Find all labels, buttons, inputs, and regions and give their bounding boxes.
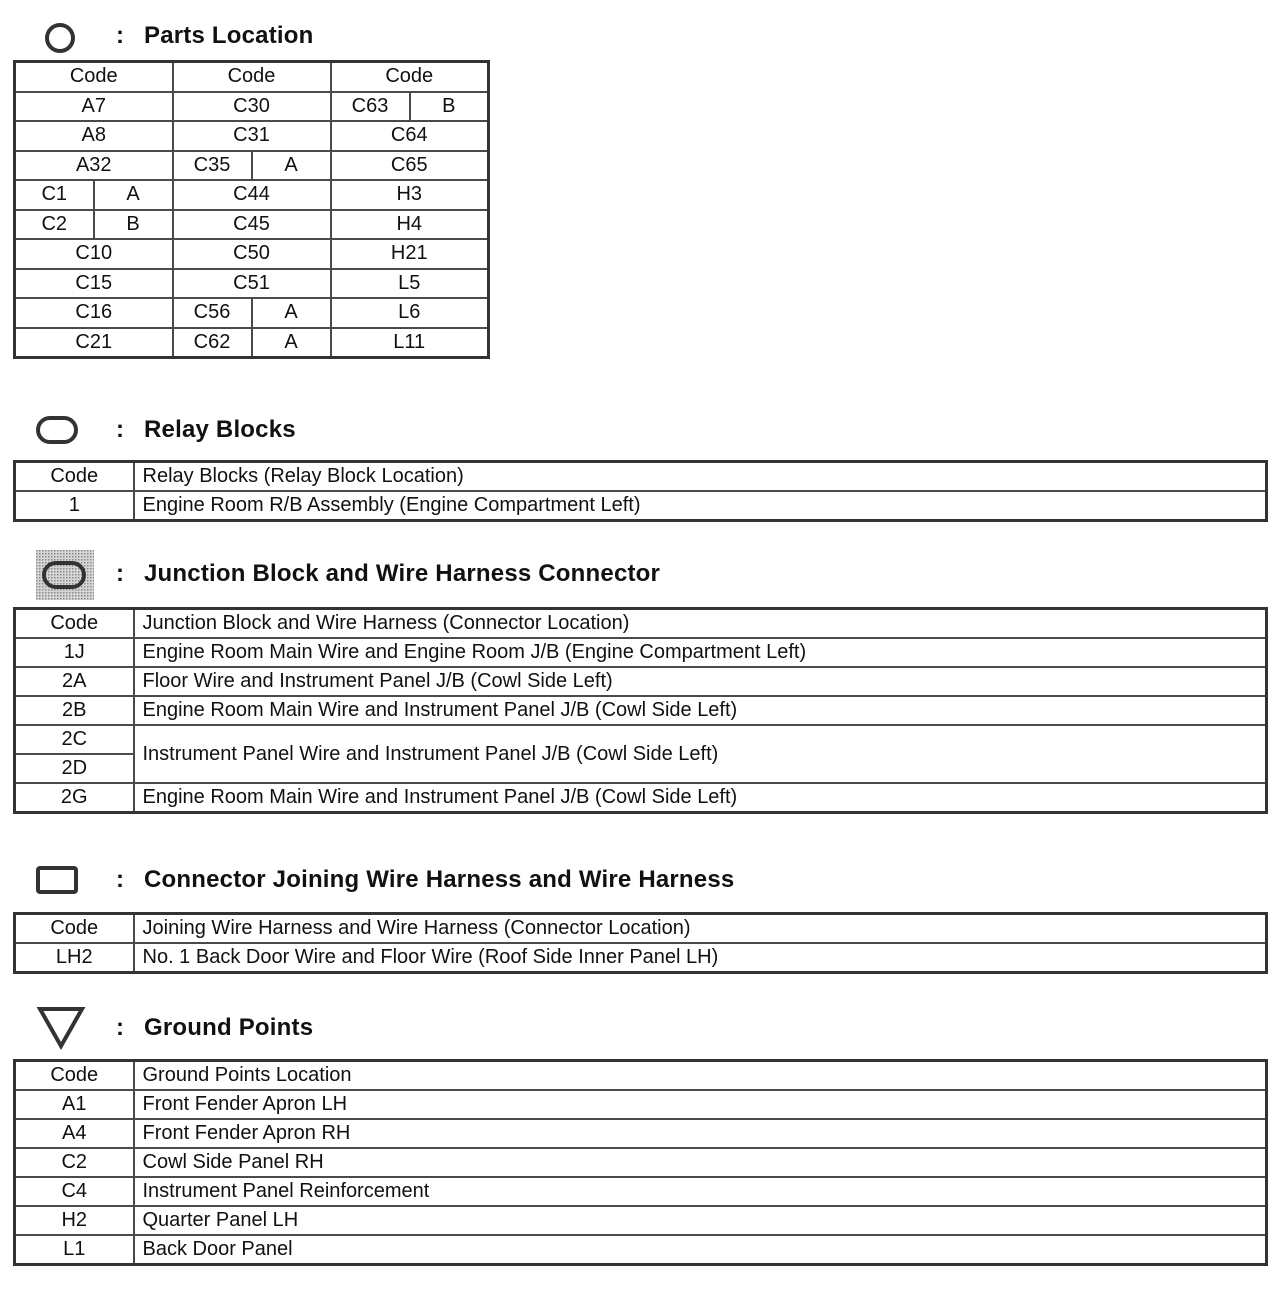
row-code: 2D xyxy=(15,754,134,783)
part-code: C16 xyxy=(15,298,173,328)
row-code: C4 xyxy=(15,1177,134,1206)
table-row xyxy=(15,328,489,358)
part-code: A8 xyxy=(15,121,173,151)
part-sub-code: A xyxy=(94,180,173,210)
row-code: 2B xyxy=(15,696,134,725)
part-code: C31 xyxy=(173,121,331,151)
row-code: L1 xyxy=(15,1235,134,1265)
row-description: Floor Wire and Instrument Panel J/B (Cowl Side Left) xyxy=(134,667,1267,696)
header-description: Relay Blocks (Relay Block Location) xyxy=(134,462,1267,492)
row-description: Instrument Panel Reinforcement xyxy=(134,1177,1267,1206)
row-description: Front Fender Apron LH xyxy=(134,1090,1267,1119)
table-row xyxy=(15,92,489,122)
part-sub-code: B xyxy=(94,210,173,240)
rectangle-icon xyxy=(35,864,81,901)
part-code: H3 xyxy=(331,180,489,210)
header-description: Ground Points Location xyxy=(134,1061,1267,1091)
header-code: Code xyxy=(15,609,134,639)
part-sub-code: A xyxy=(252,328,331,358)
part-sub-code: B xyxy=(410,92,489,122)
part-code: C30 xyxy=(173,92,331,122)
part-code: C62 xyxy=(173,328,252,358)
part-code: C56 xyxy=(173,298,252,328)
row-description: Engine Room R/B Assembly (Engine Compartment Left) xyxy=(134,491,1267,521)
table-row xyxy=(15,783,1267,813)
heading-colon: : xyxy=(116,866,124,893)
part-code: H4 xyxy=(331,210,489,240)
section-title: Parts Location xyxy=(144,22,314,49)
part-code: C63 xyxy=(331,92,410,122)
table-row xyxy=(15,696,1267,725)
part-code: A7 xyxy=(15,92,173,122)
row-description: Engine Room Main Wire and Instrument Panel J/B (Cowl Side Left) xyxy=(134,783,1267,813)
table-row xyxy=(15,239,489,269)
header-code: Code xyxy=(331,62,489,92)
ground-points-heading xyxy=(0,1004,1280,1054)
triangle-down-icon xyxy=(36,1004,86,1055)
part-code: C10 xyxy=(15,239,173,269)
part-code: C15 xyxy=(15,269,173,299)
part-code: C35 xyxy=(173,151,252,181)
heading-colon: : xyxy=(116,22,124,49)
table-header-row xyxy=(15,62,489,92)
header-code: Code xyxy=(15,1061,134,1091)
row-code: 1 xyxy=(15,491,134,521)
part-code: C45 xyxy=(173,210,331,240)
table-row xyxy=(15,210,489,240)
header-description: Joining Wire Harness and Wire Harness (Connector Location) xyxy=(134,914,1267,944)
heading-colon: : xyxy=(116,560,124,587)
table-row xyxy=(15,298,489,328)
circle-icon xyxy=(42,20,78,61)
part-code: L6 xyxy=(331,298,489,328)
heading-colon: : xyxy=(116,1014,124,1041)
part-code: C21 xyxy=(15,328,173,358)
part-code: C50 xyxy=(173,239,331,269)
connector-joining-table xyxy=(13,912,1268,974)
table-row xyxy=(15,180,489,210)
relay-blocks-table xyxy=(13,460,1268,522)
part-code: C51 xyxy=(173,269,331,299)
row-code: A1 xyxy=(15,1090,134,1119)
table-row xyxy=(15,491,1267,521)
table-row xyxy=(15,269,489,299)
part-code: H21 xyxy=(331,239,489,269)
junction-block-heading xyxy=(0,550,1280,600)
row-code: A4 xyxy=(15,1119,134,1148)
row-code: H2 xyxy=(15,1206,134,1235)
row-description: Instrument Panel Wire and Instrument Panel J/B (Cowl Side Left) xyxy=(134,725,1267,783)
part-code: C65 xyxy=(331,151,489,181)
table-header-row xyxy=(15,462,1267,492)
table-row xyxy=(15,638,1267,667)
row-code: 1J xyxy=(15,638,134,667)
ground-points-table xyxy=(13,1059,1268,1266)
part-sub-code: A xyxy=(252,298,331,328)
row-description: Quarter Panel LH xyxy=(134,1206,1267,1235)
relay-blocks-heading xyxy=(0,406,1280,456)
header-code: Code xyxy=(173,62,331,92)
connector-joining-heading xyxy=(0,858,1280,908)
part-code: C44 xyxy=(173,180,331,210)
row-description: No. 1 Back Door Wire and Floor Wire (Roof Side Inner Panel LH) xyxy=(134,943,1267,973)
table-row xyxy=(15,1235,1267,1265)
table-header-row xyxy=(15,914,1267,944)
junction-block-table xyxy=(13,607,1268,814)
part-code: C2 xyxy=(15,210,94,240)
row-code: 2G xyxy=(15,783,134,813)
row-description: Engine Room Main Wire and Instrument Panel J/B (Cowl Side Left) xyxy=(134,696,1267,725)
header-code: Code xyxy=(15,462,134,492)
header-code: Code xyxy=(15,62,173,92)
table-header-row xyxy=(15,609,1267,639)
row-code: LH2 xyxy=(15,943,134,973)
rounded-rectangle-icon xyxy=(35,414,81,451)
table-row xyxy=(15,667,1267,696)
part-sub-code: A xyxy=(252,151,331,181)
parts-location-heading xyxy=(0,14,1280,64)
row-description: Cowl Side Panel RH xyxy=(134,1148,1267,1177)
table-header-row xyxy=(15,1061,1267,1091)
row-code: 2A xyxy=(15,667,134,696)
row-code: 2C xyxy=(15,725,134,754)
header-description: Junction Block and Wire Harness (Connector Location) xyxy=(134,609,1267,639)
table-row xyxy=(15,1177,1267,1206)
table-row xyxy=(15,1090,1267,1119)
section-title: Ground Points xyxy=(144,1014,314,1041)
part-code: L11 xyxy=(331,328,489,358)
table-row xyxy=(15,725,1267,754)
table-row xyxy=(15,151,489,181)
table-row xyxy=(15,1206,1267,1235)
part-code: A32 xyxy=(15,151,173,181)
table-row xyxy=(15,1148,1267,1177)
table-row xyxy=(15,943,1267,973)
row-description: Back Door Panel xyxy=(134,1235,1267,1265)
row-description: Engine Room Main Wire and Engine Room J/B (Engine Compartment Left) xyxy=(134,638,1267,667)
heading-colon: : xyxy=(116,416,124,443)
shaded-rounded-rectangle-icon xyxy=(36,550,94,605)
table-row xyxy=(15,121,489,151)
table-row xyxy=(15,1119,1267,1148)
row-description: Front Fender Apron RH xyxy=(134,1119,1267,1148)
header-code: Code xyxy=(15,914,134,944)
section-title: Junction Block and Wire Harness Connector xyxy=(144,560,661,587)
parts-location-table xyxy=(13,60,490,359)
part-code: C1 xyxy=(15,180,94,210)
part-code: C64 xyxy=(331,121,489,151)
row-code: C2 xyxy=(15,1148,134,1177)
section-title: Connector Joining Wire Harness and Wire Harness xyxy=(144,866,735,893)
part-code: L5 xyxy=(331,269,489,299)
section-title: Relay Blocks xyxy=(144,416,296,443)
